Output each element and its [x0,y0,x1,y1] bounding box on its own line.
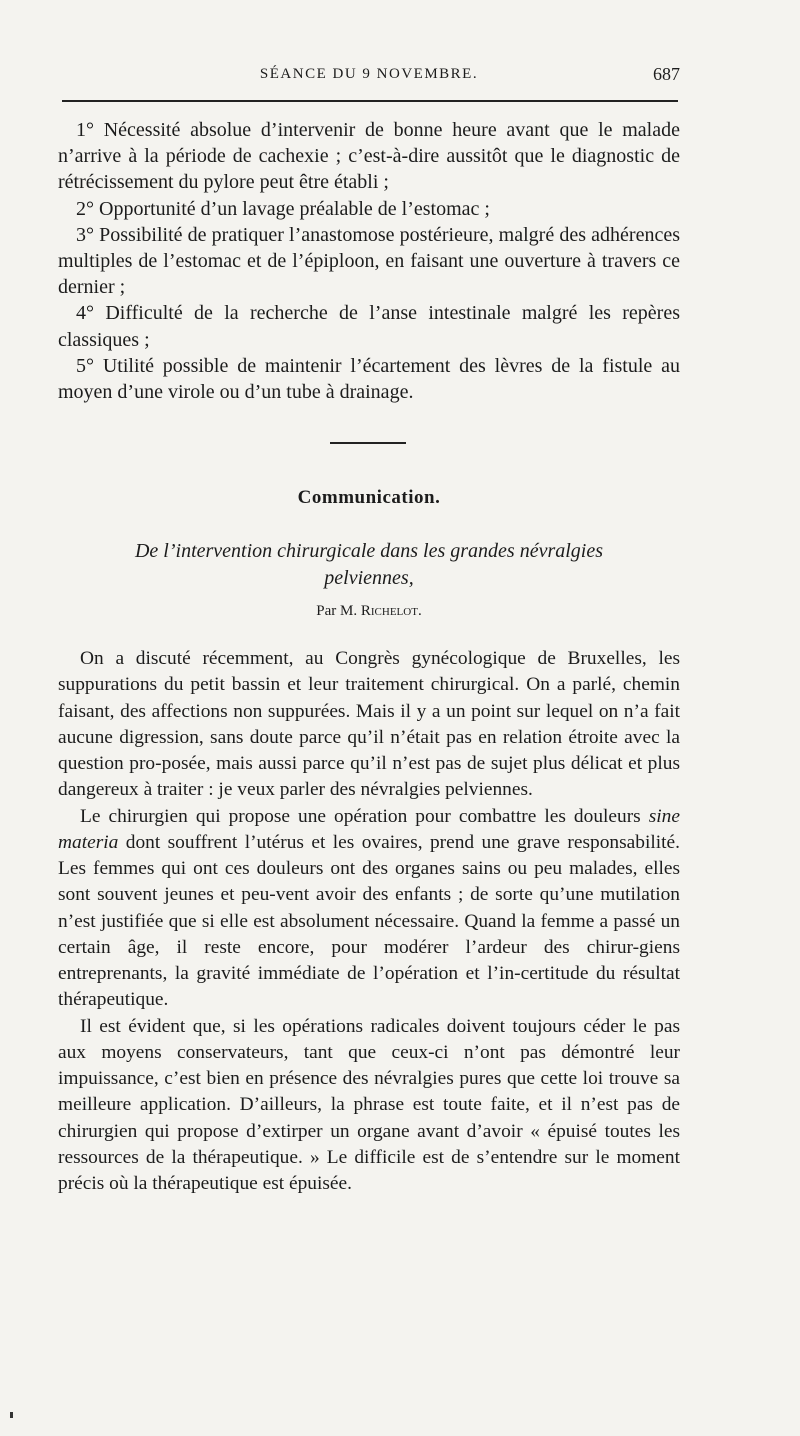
author-name: Richelot. [360,603,422,619]
header-rule [62,100,678,102]
paragraph: On a discuté récemment, au Congrès gynécologique de Bruxelles, les suppurations du petit bassin et leur traitement chirurgical. On a parlé, chemin faisant, des affections non suppurées. Mais il y a un point sur lequel on n’a fait aucune digression, sans doute parce qu’il n’était pas en relation étroite avec la question pro-posée, mais aussi parce qu’il n’est pas de sujet plus délicat et plus dangereux à traiter : je veux parler des névralgies pelviennes. [58,648,680,801]
paragraph: Il est évident que, si les opérations radicales doivent toujours céder le pas aux moyens conservateurs, tant que ceux-ci n’ont pas démontré leur impuissance, c’est bien en présence des névralgies pures que cette loi trouve sa meilleure application. D’ailleurs, la phrase est toute faite, et il n’est pas de chirurgien qui propose d’extirper un organe avant d’avoir « épuisé toutes les ressources de la thérapeutique. » Le difficile est de s’entendre sur le moment précis où la thérapeutique est épuisée. [58,1015,680,1194]
list-item: 4° Difficulté de la recherche de l’anse intestinale malgré les repères classiques ; [58,302,680,351]
author-line [58,603,680,620]
paragraph-text: Le chirurgien qui propose une opération pour combattre les douleurs [80,805,641,827]
page-header [58,62,680,88]
paragraph-text: dont souffrent l’utérus et les ovaires, prend une grave responsabilité. Les femmes qui ont ces douleurs ont des organes sains ou peu malades, elles sont souvent jeunes et peu-vent avoir des enfants ; de sorte qu’une mutilation n’est justifiée que si elle est absolument nécessaire. Quand la femme a passé un certain âge, il reste encore, pour modérer l’ardeur des chirur-giens entreprenants, la gravité immédiate de l’opération et l’in-certitude du résultat thérapeutique. [58,831,680,1011]
list-item: 2° Opportunité d’un lavage préalable de l’estomac ; [76,197,490,220]
list-item: 3° Possibilité de pratiquer l’anastomose postérieure, malgré des adhérences multiples de l’estomac et de l’épiploon, en faisant une ouverture à travers ce dernier ; [58,223,680,299]
section-heading: Communication. [297,487,441,508]
print-speck [10,1412,13,1418]
running-head: SÉANCE DU 9 NOVEMBRE. [259,66,479,82]
list-item: 5° Utilité possible de maintenir l’écartement des lèvres de la fistule au moyen d’une virole ou d’un tube à drainage. [58,354,680,404]
page-number: 687 [653,64,680,84]
conclusions-list [58,117,680,405]
list-item: 1° Nécessité absolue d’intervenir de bonne heure avant que le malade n’arrive à la période de cachexie ; c’est-à-dire aussitôt que le diagnostic de rétrécissement du pylore peut être établi ; [58,119,680,194]
italic-phrase: sine materia [58,805,680,853]
paragraph [58,804,680,1014]
book-page [58,0,680,1436]
article-title: De l’intervention chirurgicale dans les grandes névralgies pelviennes, [134,540,604,589]
article-body [58,646,680,1197]
author-prefix: Par M. [316,603,358,619]
section-separator [330,442,406,444]
